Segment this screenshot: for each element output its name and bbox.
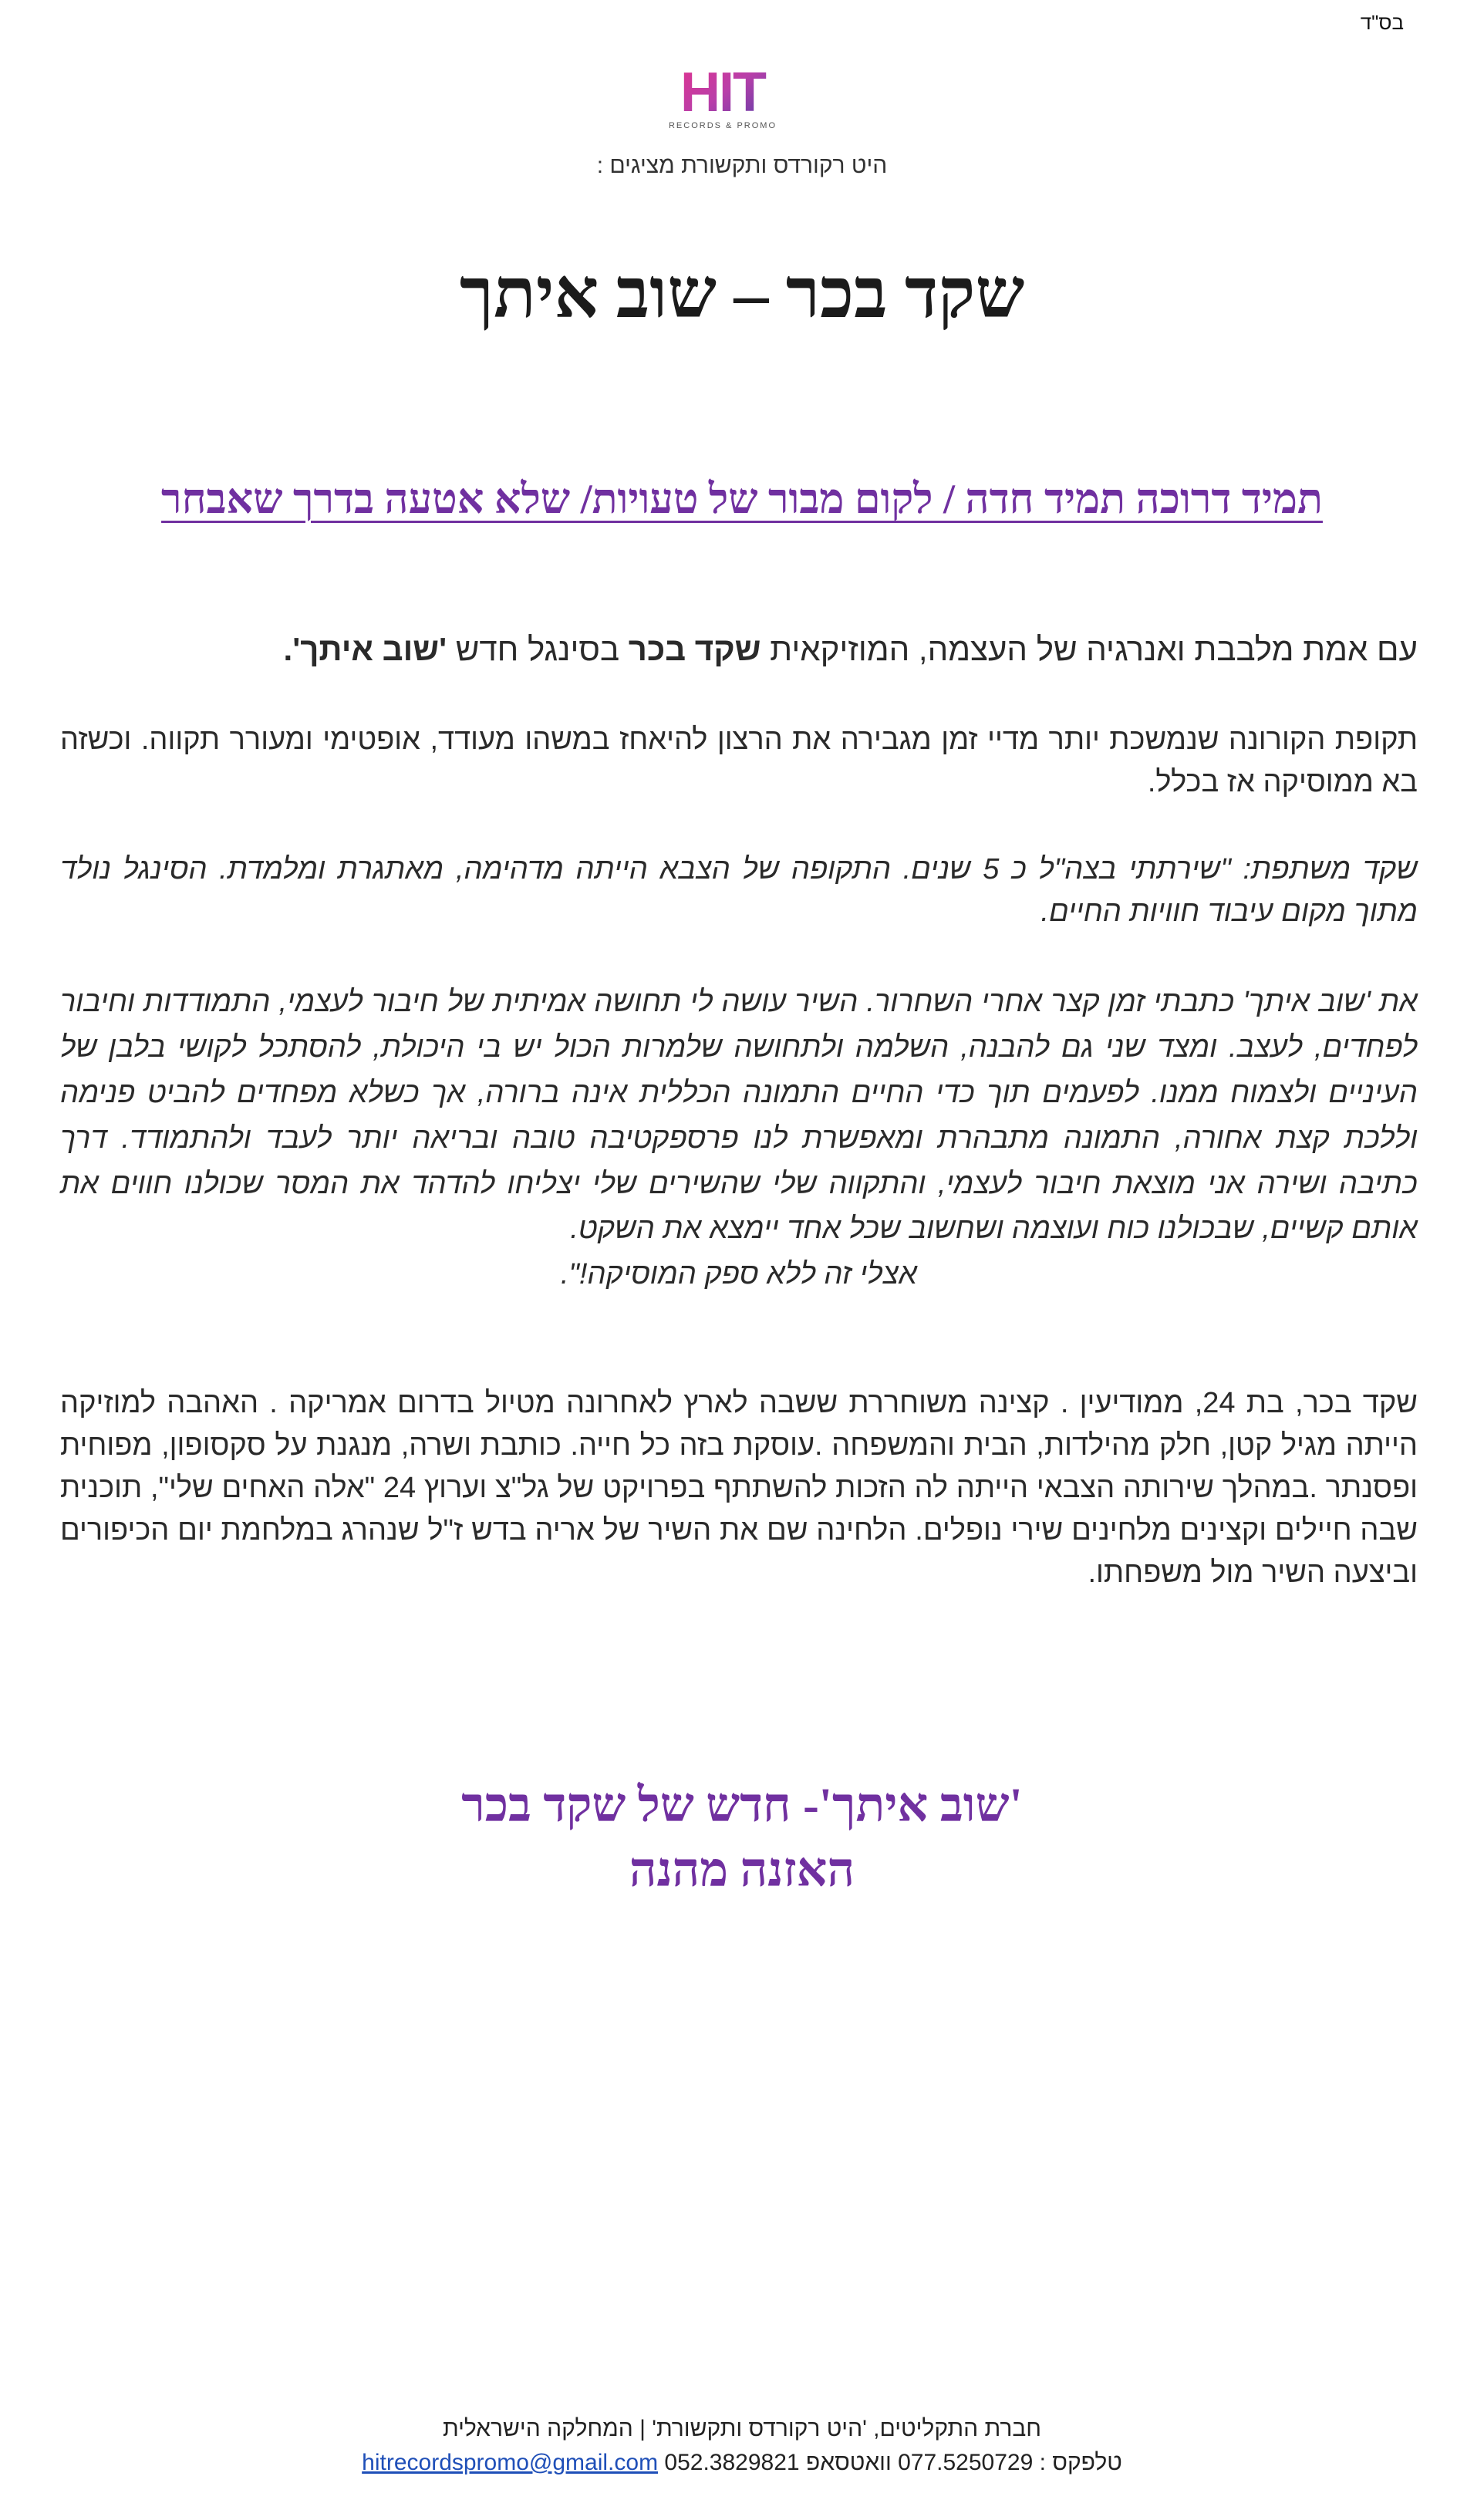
intro-paragraph (60, 626, 1418, 673)
bsd-header: בס"ד (1360, 11, 1404, 34)
song-name: 'שוב איתך'. (283, 631, 447, 667)
song-story-body: את 'שוב איתך' כתבתי זמן קצר אחרי השחרור. השיר עושה לי תחושה אמיתית של חיבור לעצמי, התמודדות וחיבור לפחדים, לעצב. ומצד שני גם להבנה, השלמה ולתחושה שלמרות הכול יש בי היכולת, להסתכל לקושי בלבן של העיניים ולצמוח ממנו. לפעמים תוך כדי החיים התמונה הכללית אינה ברורה, אך כשלא מפחדים להביט פנימה וללכת קצת אחורה, התמונה מתבהרת ומאפשרת לנו פרספקטיבה טובה ובריאה יותר לעבד ולהתמודד. דרך כתיבה ושירה אני מוצאת חיבור לעצמי, והתקווה שלי שהשירים שלי יצליחו להדהד את המסר שכולנו חווים את אותם קשיים, שבכולנו כוח ועוצמה ושחשוב שכל אחד יימצא את השקט. (60, 986, 1418, 1246)
closing-line-2: האזנה מהנה (629, 1844, 855, 1897)
corona-paragraph: תקופת הקורונה שנמשכת יותר מדיי זמן מגבירה את הרצון להיאחז במשהו מעודד, אופטימי ומעורר תקווה. וכשזה בא ממוסיקה אז בכלל. (60, 724, 1418, 799)
page-title: שקד בכר – שוב איתך (459, 256, 1025, 332)
intro-text-1: עם אמת מלבבת ואנרגיה של העצמה, המוזיקאית (761, 631, 1418, 667)
song-story-closing: אצלי זה ללא ספק המוסיקה!". (560, 1258, 918, 1291)
presents-line: היט רקורדס ותקשורת מציגים : (596, 153, 888, 178)
footer-phones: טלפקס : 077.5250729 וואטסאפ 052.3829821 (664, 2450, 1122, 2475)
intro-text-2: בסינגל חדש (447, 631, 629, 667)
email-link[interactable]: hitrecordspromo@gmail.com (362, 2450, 659, 2475)
closing-line-1: 'שוב איתך'- חדש של שקד בכר (461, 1780, 1023, 1832)
closing-block (0, 1774, 1484, 1903)
footer-company: חברת התקליטים, 'היט רקורדס ותקשורת' | המחלקה הישראלית (442, 2416, 1042, 2441)
bio-paragraph: שקד בכר, בת 24, ממודיעין . קצינה משוחררת ששבה לארץ לאחרונה מטיול בדרום אמריקה . האהבה למוזיקה הייתה מגיל קטן, חלק מהילדות, הבית והמשפחה .עוסקת בזה כל חייה. כותבת ושרה, מנגנת על סקסופון, מפוחית ופסנתר .במהלך שירותה הצבאי הייתה לה הזכות להשתתף בפרויקט של גל"צ וערוץ 24 "אלה האחים שלי", תוכנית שבה חיילים וקצינים מלחינים שירי נופלים. הלחינה שם את השיר של אריה בדש ז"ל שנהרג במלחמת יום הכיפורים וביצעה השיר מול משפחתו. (60, 1387, 1418, 1590)
song-story-paragraph (60, 980, 1418, 1297)
footer-contact (0, 2450, 1484, 2476)
artist-name: שקד בכר (628, 631, 761, 667)
logo-subtext: RECORDS & PROMO (668, 121, 777, 130)
hit-logo (665, 63, 781, 133)
lyric-subtitle: תמיד דרוכה תמיד חדה / לקום מבור של טעויות/ שלא אטעה בדרך שאבחר (161, 476, 1323, 522)
army-quote-paragraph: שקד משתפת: "שירתתי בצה"ל כ 5 שנים. התקופה של הצבא הייתה מדהימה, מאתגרת ומלמדת. הסינגל נולד מתוך מקום עיבוד חוויות החיים. (60, 853, 1418, 929)
logo-wordmark: HIT (680, 63, 765, 123)
